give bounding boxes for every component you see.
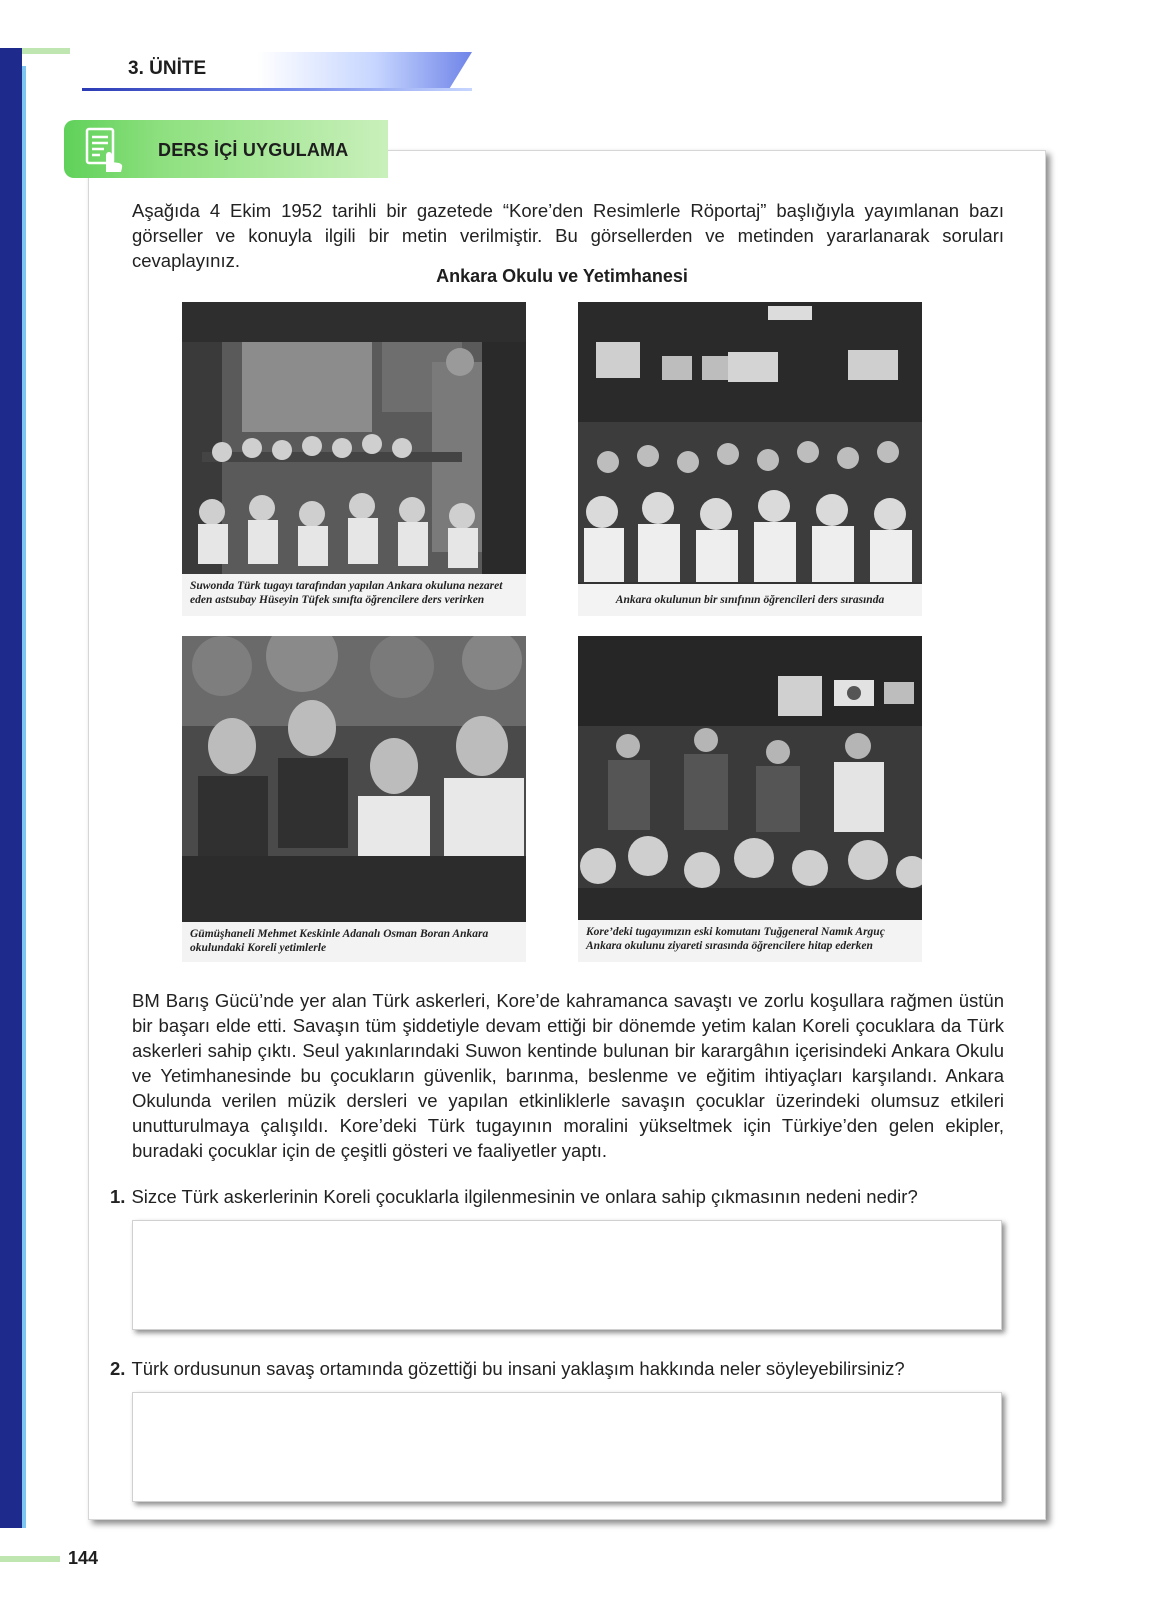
document-hand-icon bbox=[84, 126, 126, 174]
question-text: Sizce Türk askerlerinin Koreli çocuklarla ilgilenmesinin ve onlara sahip çıkmasının nedeni nedir? bbox=[131, 1186, 918, 1207]
photo-caption: Gümüşhaneli Mehmet Keskinle Adanalı Osman Boran Ankara okulundaki Koreli yetimlerle bbox=[182, 922, 526, 962]
photo-caption: Kore’deki tugayımızın eski komutanı Tuğgeneral Namık Arguç Ankara okulunu ziyareti sırasında öğrencilere hitap ederken bbox=[578, 920, 922, 962]
orphans-photo-image bbox=[182, 636, 526, 922]
students-photo-image bbox=[578, 302, 922, 582]
general-visit-photo-image bbox=[578, 636, 922, 920]
body-text: BM Barış Gücü’nde yer alan Türk askerleri, Kore’de kahramanca savaştı ve zorlu koşullara rağmen üstün bir başarı elde etti. Savaşın tüm şiddetiyle devam ettiği bir dönemde yetim kalan Koreli çocuklara da Türk askerleri sahip çıktı. Seul yakınlarındaki Suwon kentinde bulunan bir karargâhın içerisindeki Ankara Okulu ve Yetimhanesinde bu çocukların güvenlik, barınma, beslenme ve eğitim ihtiyaçları karşılandı. Ankara Okulunda verilen müzik dersleri ve yapılan etkinliklerle savaşın çocuklar üzerindeki olumsuz etkileri unutturulmaya çalışıldı. Kore’deki Türk tugayının moralini yükseltmek için Türkiye’den gelen ekipler, buradaki çocuklar için de çeşitli gösteri ve faaliyetler yaptı. bbox=[132, 990, 1004, 1161]
question-text: Türk ordusunun savaş ortamında gözettiği bu insani yaklaşım hakkında neler söyleyebilirsiniz? bbox=[131, 1358, 905, 1379]
intro-text: Aşağıda 4 Ekim 1952 tarihli bir gazetede “Kore’den Resimlerle Röportaj” başlığıyla yayımlanan bazı görseller ve konuyla ilgili bir metin verilmiştir. Bu görsellerden ve metinden yararlanarak soruları cevaplayınız. bbox=[132, 200, 1004, 271]
photo-caption: Ankara okulunun bir sınıfının öğrencileri ders sırasında bbox=[578, 584, 922, 616]
answer-box-1[interactable] bbox=[132, 1220, 1002, 1330]
answer-box-2[interactable] bbox=[132, 1392, 1002, 1502]
photo-students-in-class bbox=[578, 302, 922, 616]
page-number: 144 bbox=[68, 1548, 99, 1568]
photo-caption: Suwonda Türk tugayı tarafından yapılan Ankara okuluna nezaret eden astsubay Hüseyin Tüfek sınıfta öğrencilere ders verirken bbox=[182, 574, 526, 616]
section-title: Ankara Okulu ve Yetimhanesi bbox=[436, 266, 688, 286]
question-2 bbox=[110, 1356, 1010, 1381]
photo-classroom-lesson bbox=[182, 302, 526, 616]
classroom-photo-image bbox=[182, 302, 526, 574]
bottom-green-strip bbox=[0, 1556, 60, 1562]
unit-header-underline bbox=[82, 88, 472, 91]
question-number: 1. bbox=[110, 1186, 126, 1207]
question-number: 2. bbox=[110, 1358, 126, 1379]
activity-title: DERS İÇİ UYGULAMA bbox=[158, 140, 349, 160]
photo-general-addressing-students bbox=[578, 636, 922, 962]
unit-title: 3. ÜNİTE bbox=[128, 58, 207, 79]
photo-soldiers-with-orphans bbox=[182, 636, 526, 962]
question-1 bbox=[110, 1184, 1010, 1209]
